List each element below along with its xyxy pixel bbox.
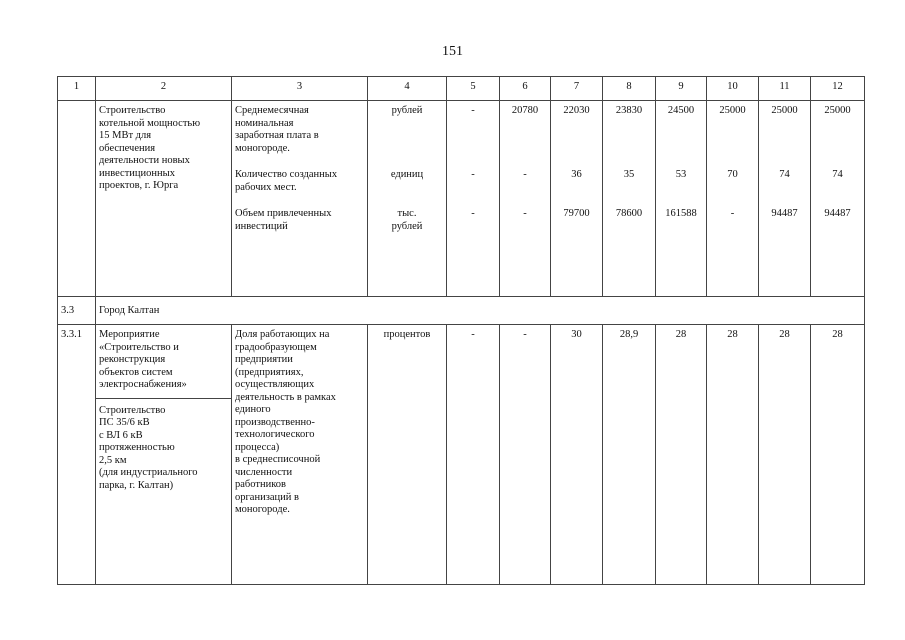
header-row — [58, 77, 865, 101]
value: 94487 — [771, 208, 798, 219]
value: 25000 — [771, 105, 798, 116]
value: - — [471, 169, 475, 180]
value: - — [471, 208, 475, 219]
value: 94487 — [824, 208, 851, 219]
sub-measure-line: парка, г. Калтан) — [99, 479, 174, 491]
header-cell: 1 — [58, 77, 96, 101]
value: 53 — [675, 169, 687, 180]
value-cell-col11: 28 — [759, 325, 811, 585]
value: - — [471, 105, 475, 116]
value: 20780 — [511, 105, 539, 116]
value: 24500 — [667, 105, 695, 116]
sub-measure-line: (для индустриального — [99, 467, 198, 478]
sub-measure-line: Строительство — [99, 404, 166, 416]
value-cell-col12 — [811, 101, 865, 297]
row-number-cell — [58, 101, 96, 297]
header-cell: 11 — [759, 77, 811, 101]
indicator-line: Среднемесячная — [235, 105, 309, 116]
value: 79700 — [563, 208, 590, 219]
value-cell-col6 — [500, 101, 551, 297]
header-cell: 4 — [368, 77, 447, 101]
sub-measure-line: протяженностью — [99, 442, 175, 453]
table-row-kaltan-substation — [58, 325, 865, 585]
indicator-line: градообразующем — [235, 341, 317, 353]
indicator-line: рабочих мест. — [235, 181, 297, 193]
value-cell-col10: 28 — [707, 325, 759, 585]
unit-text: рублей — [391, 220, 423, 232]
measure-line: деятельности новых — [99, 155, 190, 166]
header-cell: 10 — [707, 77, 759, 101]
indicator-line: численности — [235, 466, 293, 478]
indicator-line: моногороде. — [235, 504, 290, 515]
value: 35 — [623, 169, 635, 180]
row-number-cell: 3.3.1 — [58, 325, 96, 585]
value: 22030 — [563, 105, 590, 116]
indicator-line: (предприятиях, — [235, 366, 304, 378]
indicator-line: заработная плата в — [235, 130, 319, 141]
indicator-line: технологического — [235, 429, 315, 440]
indicator-line: моногороде. — [235, 142, 290, 154]
page-number: 151 — [442, 44, 463, 59]
value: 23830 — [615, 105, 643, 116]
indicator-line: деятельность в рамках — [235, 391, 336, 403]
value: - — [730, 208, 735, 219]
value: 74 — [832, 169, 843, 180]
measure-line: «Строительство и — [99, 341, 179, 353]
indicator-line: Объем привлеченных — [235, 208, 332, 219]
measure-line: проектов, г. Юрга — [99, 180, 179, 191]
unit-text: единиц — [390, 169, 424, 180]
sub-measure-line: с ВЛ 6 кВ — [99, 429, 143, 441]
indicator-line: работников — [235, 479, 286, 490]
header-cell: 6 — [500, 77, 551, 101]
header-cell: 8 — [603, 77, 656, 101]
sub-measure-line: ПС 35/6 кВ — [99, 417, 150, 428]
value-cell-col5 — [447, 101, 500, 297]
header-cell: 12 — [811, 77, 865, 101]
value-cell-col12: 28 — [811, 325, 865, 585]
measure-line: обеспечения — [99, 142, 156, 154]
sub-measure-line: 2,5 км — [99, 454, 127, 466]
unit-text: рублей — [391, 105, 423, 116]
unit-cell — [368, 101, 447, 297]
header-cell: 7 — [551, 77, 603, 101]
unit-cell: процентов — [368, 325, 447, 585]
value: 25000 — [719, 105, 746, 116]
indicator-line: предприятии — [235, 354, 293, 365]
indicators-table — [57, 76, 865, 585]
value-cell-col7: 30 — [551, 325, 603, 585]
indicator-line: в среднесписочной — [235, 454, 321, 465]
value-cell-col9 — [656, 101, 707, 297]
indicator-line: номинальная — [235, 117, 294, 129]
table-row-jurga-boiler — [58, 101, 865, 297]
measure-line: реконструкция — [99, 354, 166, 365]
value: 74 — [779, 169, 790, 180]
section-row — [58, 297, 865, 325]
section-number: 3.3 — [58, 297, 96, 325]
value-cell-col10 — [707, 101, 759, 297]
measure-line: котельной мощностью — [99, 117, 201, 129]
header-cell: 2 — [96, 77, 232, 101]
section-title: Город Калтан — [96, 297, 865, 325]
value: 78600 — [615, 208, 643, 219]
indicator-line: инвестиций — [235, 220, 288, 232]
value: - — [523, 169, 527, 180]
measure-line: Строительство — [99, 105, 166, 116]
value-cell-col7 — [551, 101, 603, 297]
value-cell-col8: 28,9 — [603, 325, 656, 585]
indicator-cell — [232, 325, 368, 585]
indicator-line: Доля работающих на — [235, 329, 330, 340]
unit-text: тыс. — [397, 208, 417, 219]
value: 70 — [727, 169, 738, 180]
header-cell: 3 — [232, 77, 368, 101]
measure-line: 15 МВт для — [99, 130, 152, 141]
value-cell-col5: - — [447, 325, 500, 585]
measure-cell — [96, 101, 232, 297]
indicator-line: организаций в — [235, 491, 299, 503]
measure-line: электроснабжения» — [99, 379, 187, 390]
sub-measure — [96, 398, 231, 493]
value: - — [523, 208, 527, 219]
value-cell-col6: - — [500, 325, 551, 585]
measure-line: Мероприятие — [99, 329, 160, 340]
indicator-line: единого — [235, 404, 271, 415]
value: 25000 — [824, 105, 851, 116]
measure-line: инвестиционных — [99, 167, 175, 179]
value: 36 — [571, 169, 582, 180]
measure-cell — [96, 325, 232, 585]
value-cell-col11 — [759, 101, 811, 297]
header-cell: 9 — [656, 77, 707, 101]
value: 161588 — [665, 208, 697, 219]
measure-line: объектов систем — [99, 366, 173, 378]
header-cell: 5 — [447, 77, 500, 101]
indicator-cell — [232, 101, 368, 297]
indicator-line: Количество созданных — [235, 169, 338, 180]
indicator-line: производственно- — [235, 416, 315, 428]
indicator-line: осуществляющих — [235, 379, 315, 390]
value-cell-col8 — [603, 101, 656, 297]
value-cell-col9: 28 — [656, 325, 707, 585]
indicator-line: процесса) — [235, 441, 280, 453]
